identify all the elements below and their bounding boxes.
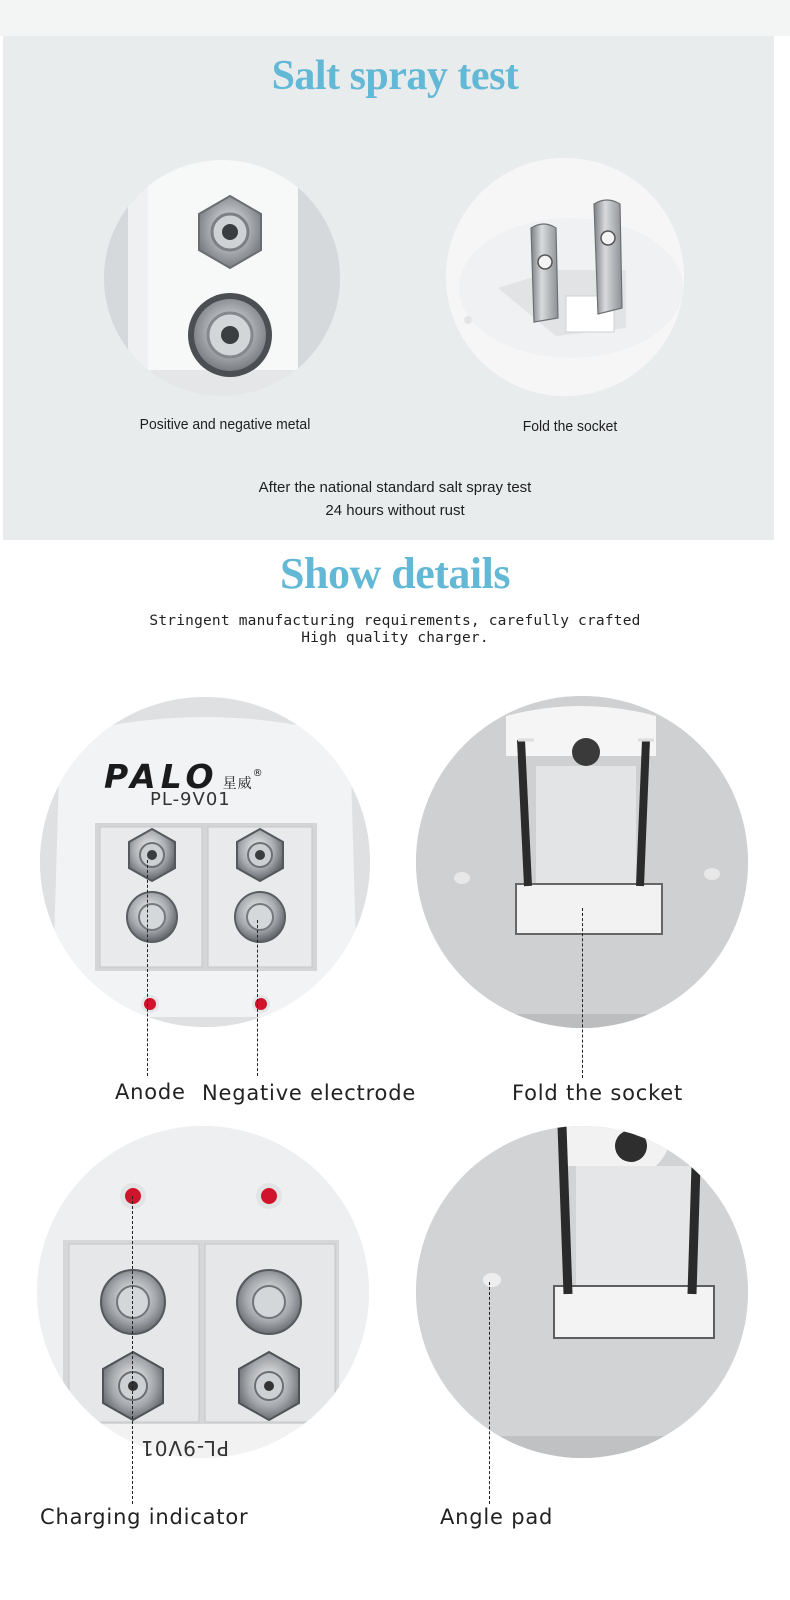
- show-details-subtitle-1: Stringent manufacturing requirements, carefully crafted: [149, 613, 641, 629]
- angle-pad-illustration: [416, 1126, 748, 1458]
- charger-top-illustration: [40, 697, 370, 1027]
- charger-top-photo: [40, 697, 370, 1027]
- label-angle-pad: Angle pad: [440, 1505, 554, 1529]
- charging-indicator-photo: [37, 1126, 369, 1458]
- terminal-illustration: [104, 160, 340, 396]
- model-number: PL-9V01: [150, 789, 231, 810]
- brand-name: PALO: [104, 757, 219, 796]
- angle-pad-leader: [489, 1282, 490, 1504]
- plug-illustration: [446, 158, 684, 396]
- label-fold-socket: Fold the socket: [512, 1081, 684, 1105]
- salt-note-line-1: After the national standard salt spray test: [258, 479, 532, 496]
- caption-positive-negative: Positive and negative metal: [139, 416, 311, 433]
- fold-socket-leader: [582, 908, 583, 1078]
- top-strip: [0, 0, 790, 36]
- label-anode: Anode: [115, 1080, 186, 1104]
- caption-fold-socket: Fold the socket: [522, 418, 618, 435]
- label-charging-indicator: Charging indicator: [40, 1505, 249, 1529]
- salt-spray-title: Salt spray test: [271, 53, 519, 99]
- plug-photo: [446, 158, 684, 396]
- negative-electrode-leader: [257, 920, 258, 1076]
- charging-indicator-illustration: [37, 1126, 369, 1458]
- salt-note-line-2: 24 hours without rust: [325, 502, 465, 519]
- angle-pad-photo: [416, 1126, 748, 1458]
- show-details-title: Show details: [280, 549, 510, 598]
- show-details-subtitle-2: High quality charger.: [301, 630, 489, 646]
- mirrored-model-text: PL-9V01: [140, 1436, 229, 1460]
- terminal-photo: [104, 160, 340, 396]
- brand-cn: 星威: [222, 776, 253, 792]
- label-negative-electrode: Negative electrode: [202, 1081, 417, 1105]
- anode-leader: [147, 860, 148, 1076]
- charging-indicator-leader: [132, 1196, 133, 1504]
- registered-mark: ®: [252, 768, 268, 779]
